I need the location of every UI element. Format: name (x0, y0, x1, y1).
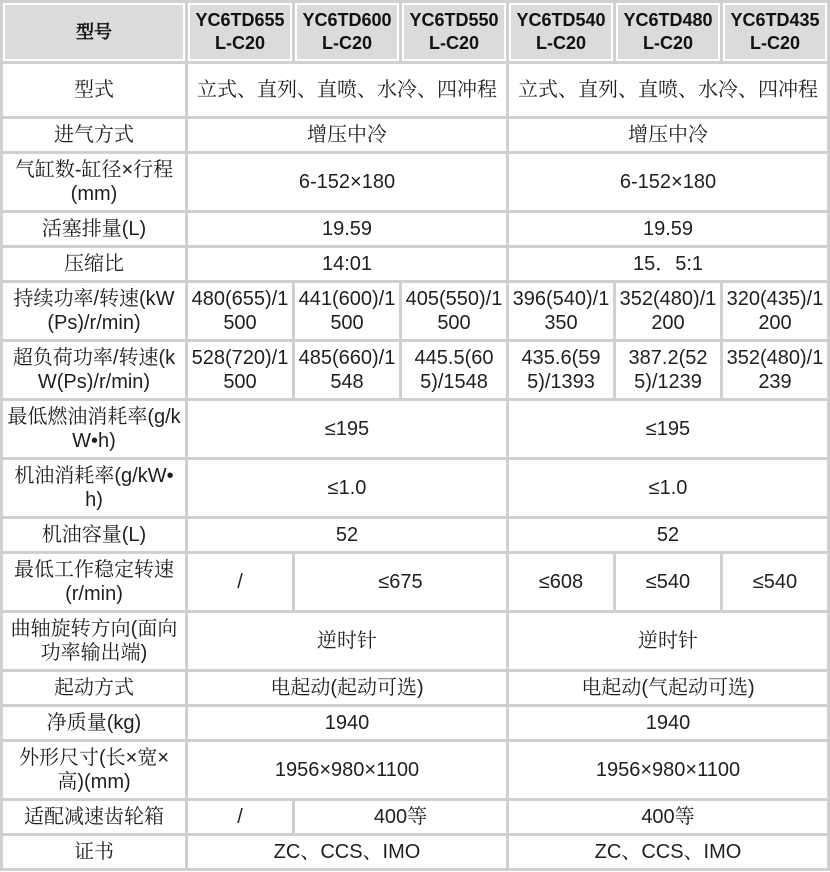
value-cell: 352(480)/1200 (616, 283, 720, 339)
value-cell: 立式、直列、直喷、水冷、四冲程 (509, 64, 827, 116)
value-cell: 15．5:1 (509, 248, 827, 280)
table-row (3, 401, 827, 457)
row-label: 气缸数-缸径×行程(mm) (3, 154, 185, 210)
value-cell: 528(720)/1500 (188, 342, 292, 398)
header-model-2: YC6TD550L-C20 (402, 3, 506, 61)
table-row (3, 283, 827, 339)
row-label: 活塞排量(L) (3, 213, 185, 245)
value-cell: 逆时针 (188, 613, 506, 669)
value-cell: 1940 (509, 707, 827, 739)
value-cell: ≤195 (509, 401, 827, 457)
table-row (3, 554, 827, 610)
value-cell: ≤1.0 (188, 460, 506, 516)
header-model-4: YC6TD480L-C20 (616, 3, 720, 61)
row-label: 进气方式 (3, 119, 185, 151)
row-label: 外形尺寸(长×宽×高)(mm) (3, 742, 185, 798)
value-cell: 400等 (295, 801, 506, 833)
value-cell: ≤195 (188, 401, 506, 457)
row-label: 最低工作稳定转速(r/min) (3, 554, 185, 610)
table-header (3, 3, 827, 61)
value-cell: 320(435)/1200 (723, 283, 827, 339)
table-row (3, 519, 827, 551)
header-model-3: YC6TD540L-C20 (509, 3, 613, 61)
row-label: 机油消耗率(g/kW•h) (3, 460, 185, 516)
value-cell: 1940 (188, 707, 506, 739)
value-cell: / (188, 554, 292, 610)
value-cell: ZC、CCS、IMO (188, 836, 506, 868)
value-cell: 立式、直列、直喷、水冷、四冲程 (188, 64, 506, 116)
value-cell: 396(540)/1350 (509, 283, 613, 339)
table-row (3, 248, 827, 280)
table-row (3, 64, 827, 116)
value-cell: ≤675 (295, 554, 506, 610)
table-row (3, 154, 827, 210)
table-row (3, 119, 827, 151)
row-label: 型式 (3, 64, 185, 116)
header-model-5: YC6TD435L-C20 (723, 3, 827, 61)
value-cell: 19.59 (509, 213, 827, 245)
value-cell: 485(660)/1548 (295, 342, 399, 398)
value-cell: 352(480)/1239 (723, 342, 827, 398)
value-cell: 增压中冷 (509, 119, 827, 151)
value-cell: 电起动(起动可选) (188, 672, 506, 704)
value-cell: ZC、CCS、IMO (509, 836, 827, 868)
table-row (3, 836, 827, 868)
table-row (3, 460, 827, 516)
value-cell: ≤540 (616, 554, 720, 610)
value-cell: ≤540 (723, 554, 827, 610)
value-cell: ≤608 (509, 554, 613, 610)
row-label: 机油容量(L) (3, 519, 185, 551)
value-cell: 52 (188, 519, 506, 551)
value-cell: 480(655)/1500 (188, 283, 292, 339)
table-row (3, 342, 827, 398)
value-cell: 435.6(595)/1393 (509, 342, 613, 398)
row-label: 曲轴旋转方向(面向功率输出端) (3, 613, 185, 669)
value-cell: 52 (509, 519, 827, 551)
value-cell: 19.59 (188, 213, 506, 245)
row-label: 净质量(kg) (3, 707, 185, 739)
row-label: 超负荷功率/转速(kW(Ps)/r/min) (3, 342, 185, 398)
row-label: 适配减速齿轮箱 (3, 801, 185, 833)
value-cell: 6-152×180 (188, 154, 506, 210)
value-cell: 445.5(605)/1548 (402, 342, 506, 398)
value-cell: 405(550)/1500 (402, 283, 506, 339)
table-row (3, 672, 827, 704)
value-cell: / (188, 801, 292, 833)
table-row (3, 213, 827, 245)
row-label: 起动方式 (3, 672, 185, 704)
header-model-1: YC6TD600L-C20 (295, 3, 399, 61)
row-label: 持续功率/转速(kW(Ps)/r/min) (3, 283, 185, 339)
header-model-0: YC6TD655L-C20 (188, 3, 292, 61)
table-row (3, 613, 827, 669)
header-model-label: 型号 (3, 3, 185, 61)
value-cell: 逆时针 (509, 613, 827, 669)
value-cell: 387.2(525)/1239 (616, 342, 720, 398)
value-cell: 1956×980×1100 (188, 742, 506, 798)
table-row (3, 707, 827, 739)
row-label: 证书 (3, 836, 185, 868)
value-cell: 增压中冷 (188, 119, 506, 151)
value-cell: ≤1.0 (509, 460, 827, 516)
row-label: 最低燃油消耗率(g/kW•h) (3, 401, 185, 457)
table-row (3, 742, 827, 798)
value-cell: 400等 (509, 801, 827, 833)
table-body (3, 64, 827, 868)
value-cell: 441(600)/1500 (295, 283, 399, 339)
table-row (3, 801, 827, 833)
row-label: 压缩比 (3, 248, 185, 280)
value-cell: 电起动(气起动可选) (509, 672, 827, 704)
value-cell: 6-152×180 (509, 154, 827, 210)
value-cell: 14:01 (188, 248, 506, 280)
value-cell: 1956×980×1100 (509, 742, 827, 798)
header-row (3, 3, 827, 61)
